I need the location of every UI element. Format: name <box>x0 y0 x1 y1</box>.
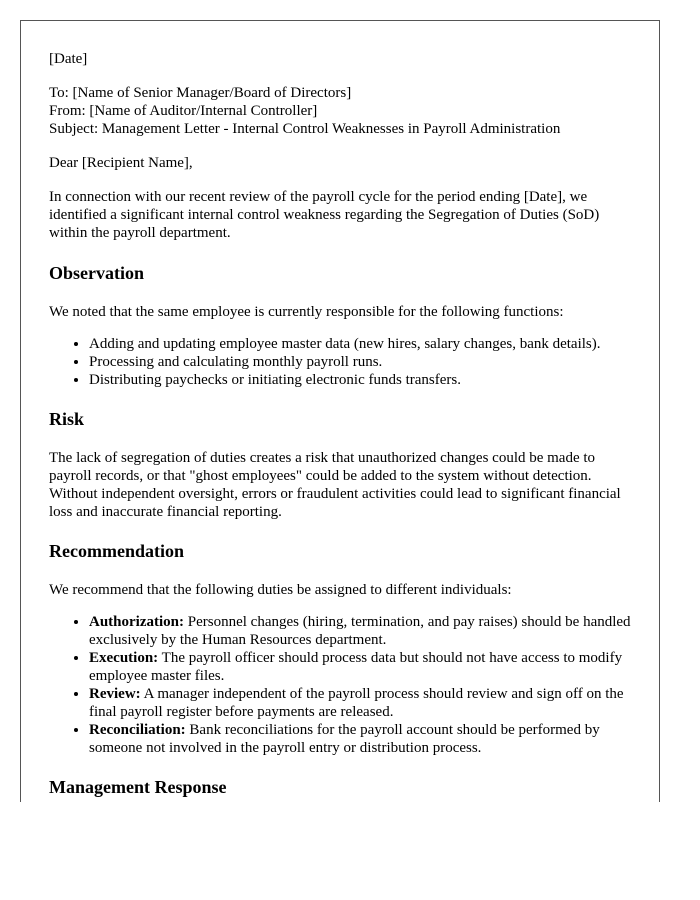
recommendation-item <box>89 613 639 649</box>
risk-paragraph: The lack of segregation of duties creates a risk that unauthorized changes could be made to payroll records, or that "ghost employees" could be added to the system without detection. Without independent oversight, errors or fraudulent activities could lead to significant financial loss and inaccurate financial reporting. <box>49 450 621 520</box>
observation-item: • Adding and updating employee master data (new hires, salary changes, bank details). <box>89 335 639 353</box>
letter-body <box>49 50 639 802</box>
observation-lead: We noted that the same employee is currently responsible for the following functions: <box>49 304 564 320</box>
intro-paragraph: In connection with our recent review of the payroll cycle for the period ending [Date], we identified a significant internal control weakness regarding the Segregation of Duties (SoD) within the payroll department. <box>49 189 600 241</box>
salutation: Dear [Recipient Name], <box>49 155 193 171</box>
recommendation-term: Execution: <box>89 650 159 666</box>
recommendation-item <box>89 685 639 721</box>
letter-date: [Date] <box>49 51 88 67</box>
letter-header-block <box>49 84 639 138</box>
observation-list <box>49 335 639 389</box>
to-line: To: [Name of Senior Manager/Board of Directors] <box>49 85 352 101</box>
observation-item: • Processing and calculating monthly payroll runs. <box>89 353 639 371</box>
recommendation-text: A manager independent of the payroll process should review and sign off on the final payroll register before payments are released. <box>89 686 624 720</box>
recommendation-text: Bank reconciliations for the payroll account should be performed by someone not involved in the payroll entry or distribution process. <box>89 722 600 756</box>
recommendation-heading: Recommendation <box>49 541 184 561</box>
recommendation-text: Personnel changes (hiring, termination, and pay raises) should be handled exclusively by the Human Resources department. <box>89 614 631 648</box>
recommendation-item <box>89 649 639 685</box>
recommendation-item <box>89 721 639 757</box>
recommendation-lead: We recommend that the following duties be assigned to different individuals: <box>49 582 512 598</box>
risk-heading: Risk <box>49 409 85 429</box>
recommendation-term: Authorization: <box>89 614 184 630</box>
recommendation-term: Reconciliation: <box>89 722 186 738</box>
recommendation-term: Review: <box>89 686 141 702</box>
recommendation-list <box>49 613 639 757</box>
management-response-heading: Management Response <box>49 777 227 797</box>
subject-line: Subject: Management Letter - Internal Control Weaknesses in Payroll Administration <box>49 121 561 137</box>
observation-heading: Observation <box>49 263 145 283</box>
letter-page <box>20 20 660 802</box>
from-line: From: [Name of Auditor/Internal Controller] <box>49 103 318 119</box>
recommendation-text: The payroll officer should process data but should not have access to modify employee master files. <box>89 650 623 684</box>
observation-item: • Distributing paychecks or initiating electronic funds transfers. <box>89 371 639 389</box>
